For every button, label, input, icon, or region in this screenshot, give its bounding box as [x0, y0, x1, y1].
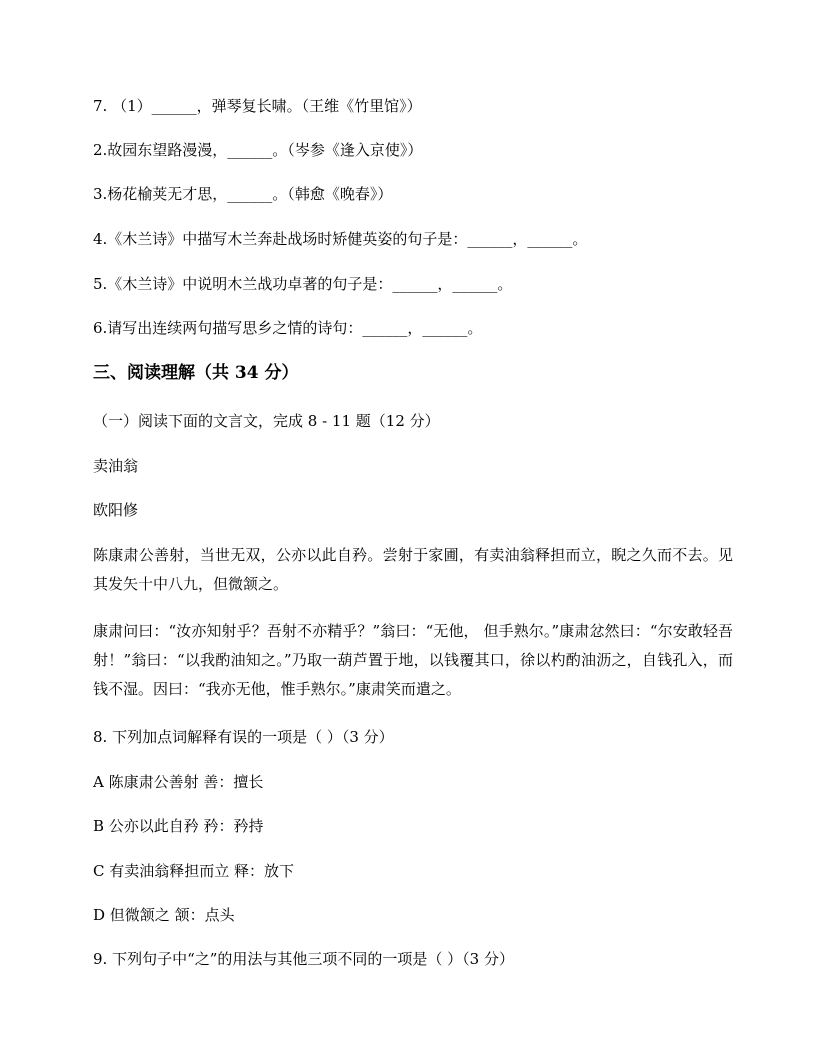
question-9: 9. 下列句子中“之”的用法与其他三项不同的一项是（ ）（3 分） — [93, 950, 514, 968]
passage-title: 卖油翁 — [93, 457, 139, 475]
question-6-line: 6.请写出连续两句描写思乡之情的诗句：______，______。 — [93, 319, 483, 337]
question-2-line: 2.故园东望路漫漫，______。（岑参《逢入京使》） — [93, 141, 423, 159]
question-8-option-a: A 陈康肃公善射 善：擅长 — [93, 773, 264, 791]
question-8: 8. 下列加点词解释有误的一项是（ ）（3 分） — [93, 728, 394, 746]
question-8-option-c: C 有卖油翁释担而立 释：放下 — [93, 862, 295, 880]
passage-paragraph-1: 陈康肃公善射，当世无双，公亦以此自矜。尝射于家圃，有卖油翁释担而立，睨之久而不去。见其发矢十中八九，但微颔之。 — [93, 546, 733, 593]
section-heading: 三、阅读理解（共 34 分） — [93, 363, 299, 383]
passage-paragraph-2: 康肃问曰：“汝亦知射乎？吾射不亦精乎？”翁曰：“无他， 但手熟尔。”康肃忿然曰：“尔安敢轻吾射！”翁曰：“以我酌油知之。”乃取一葫芦置于地，以钱覆其口，徐以杓酌油沥之，自钱孔入，而钱不湿。因曰：“我亦无他，惟手熟尔。”康肃笑而遣之。 — [93, 622, 733, 698]
question-8-option-b: B 公亦以此自矜 矜：矜持 — [93, 817, 264, 835]
subsection-instruction: （一）阅读下面的文言文，完成 8 - 11 题（12 分） — [93, 412, 440, 430]
question-3-line: 3.杨花榆荚无才思，______。（韩愈《晚春》） — [93, 185, 393, 203]
question-8-option-d: D 但微颔之 颔：点头 — [93, 906, 235, 924]
question-5-line: 5.《木兰诗》中说明木兰战功卓著的句子是：______，______。 — [93, 275, 513, 293]
question-7-line: 7. （1）______，弹琴复长啸。（王维《竹里馆》） — [93, 97, 422, 115]
passage-author: 欧阳修 — [93, 501, 139, 519]
question-4-line: 4.《木兰诗》中描写木兰奔赴战场时矫健英姿的句子是：______，______。 — [93, 230, 588, 248]
